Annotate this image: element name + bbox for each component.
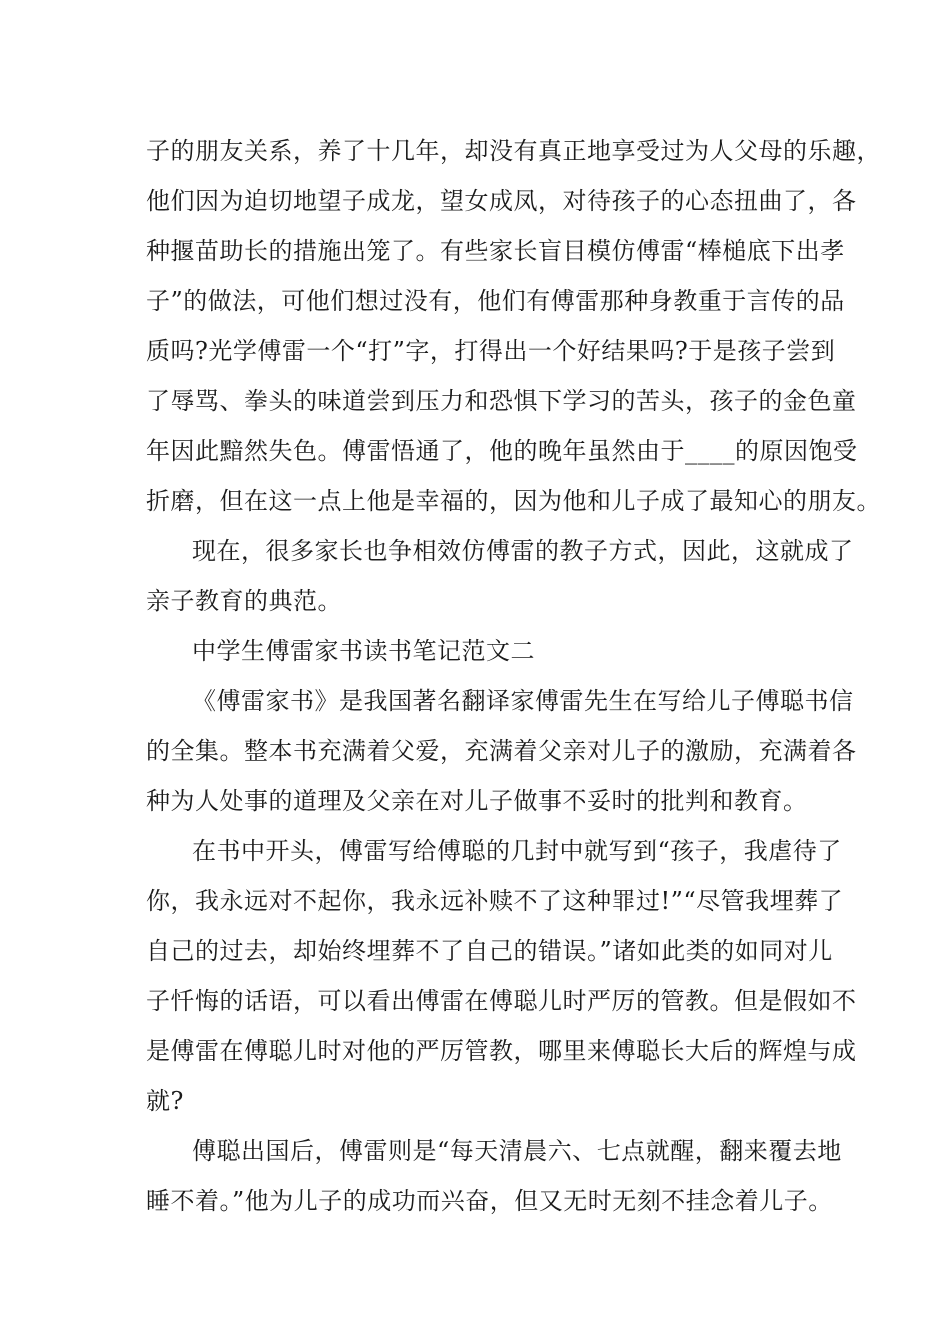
text-line: 睡不着。”他为儿子的成功而兴奋，但又无时无刻不挂念着儿子。 [146,1187,833,1215]
text-line: 种揠苗助长的措施出笼了。有些家长盲目模仿傅雷“棒槌底下出孝 [146,237,845,265]
text-line: 是傅雷在傅聪儿时对他的严厉管教，哪里来傅聪长大后的辉煌与成 [146,1037,857,1065]
text-line: 了辱骂、拳头的味道尝到压力和恐惧下学习的苦头，孩子的金色童 [146,387,857,415]
paragraph-start-line: 现在，很多家长也争相效仿傅雷的教子方式，因此，这就成了 [192,537,854,565]
text-line: 自己的过去，却始终埋葬不了自己的错误。”诸如此类的如同对儿 [146,937,833,965]
text-line: 的全集。整本书充满着父爱，充满着父亲对儿子的激励，充满着各 [146,737,857,765]
document-body [146,126,881,1226]
section-heading: 中学生傅雷家书读书笔记范文二 [192,637,535,665]
text-line: 就? [146,1087,184,1115]
paragraph-start-line: 傅聪出国后，傅雷则是“每天清晨六、七点就醒，翻来覆去地 [192,1137,842,1165]
text-line: 质吗?光学傅雷一个“打”字，打得出一个好结果吗?于是孩子尝到 [146,337,836,365]
text-line: 折磨，但在这一点上他是幸福的，因为他和儿子成了最知心的朋友。 [146,487,881,515]
text-line: 亲子教育的典范。 [146,587,342,615]
text-line: 他们因为迫切地望子成龙，望女成凤，对待孩子的心态扭曲了，各 [146,187,857,215]
paragraph-start-line: 《傅雷家书》是我国著名翻译家傅雷先生在写给儿子傅聪书信 [192,687,854,715]
text-line: 种为人处事的道理及父亲在对儿子做事不妥时的批判和教育。 [146,787,808,815]
text-line: 子的朋友关系，养了十几年，却没有真正地享受过为人父母的乐趣， [146,137,881,165]
paragraph-start-line: 在书中开头，傅雷写给傅聪的几封中就写到“孩子，我虐待了 [192,837,842,865]
text-line: 子”的做法，可他们想过没有，他们有傅雷那种身教重于言传的品 [146,287,845,315]
text-line: 你，我永远对不起你，我永远补赎不了这种罪过!”“尽管我埋葬了 [146,887,844,915]
text-line: 年因此黯然失色。傅雷悟通了，他的晚年虽然由于____的原因饱受 [146,437,858,465]
text-line: 子忏悔的话语，可以看出傅雷在傅聪儿时严厉的管教。但是假如不 [146,987,857,1015]
